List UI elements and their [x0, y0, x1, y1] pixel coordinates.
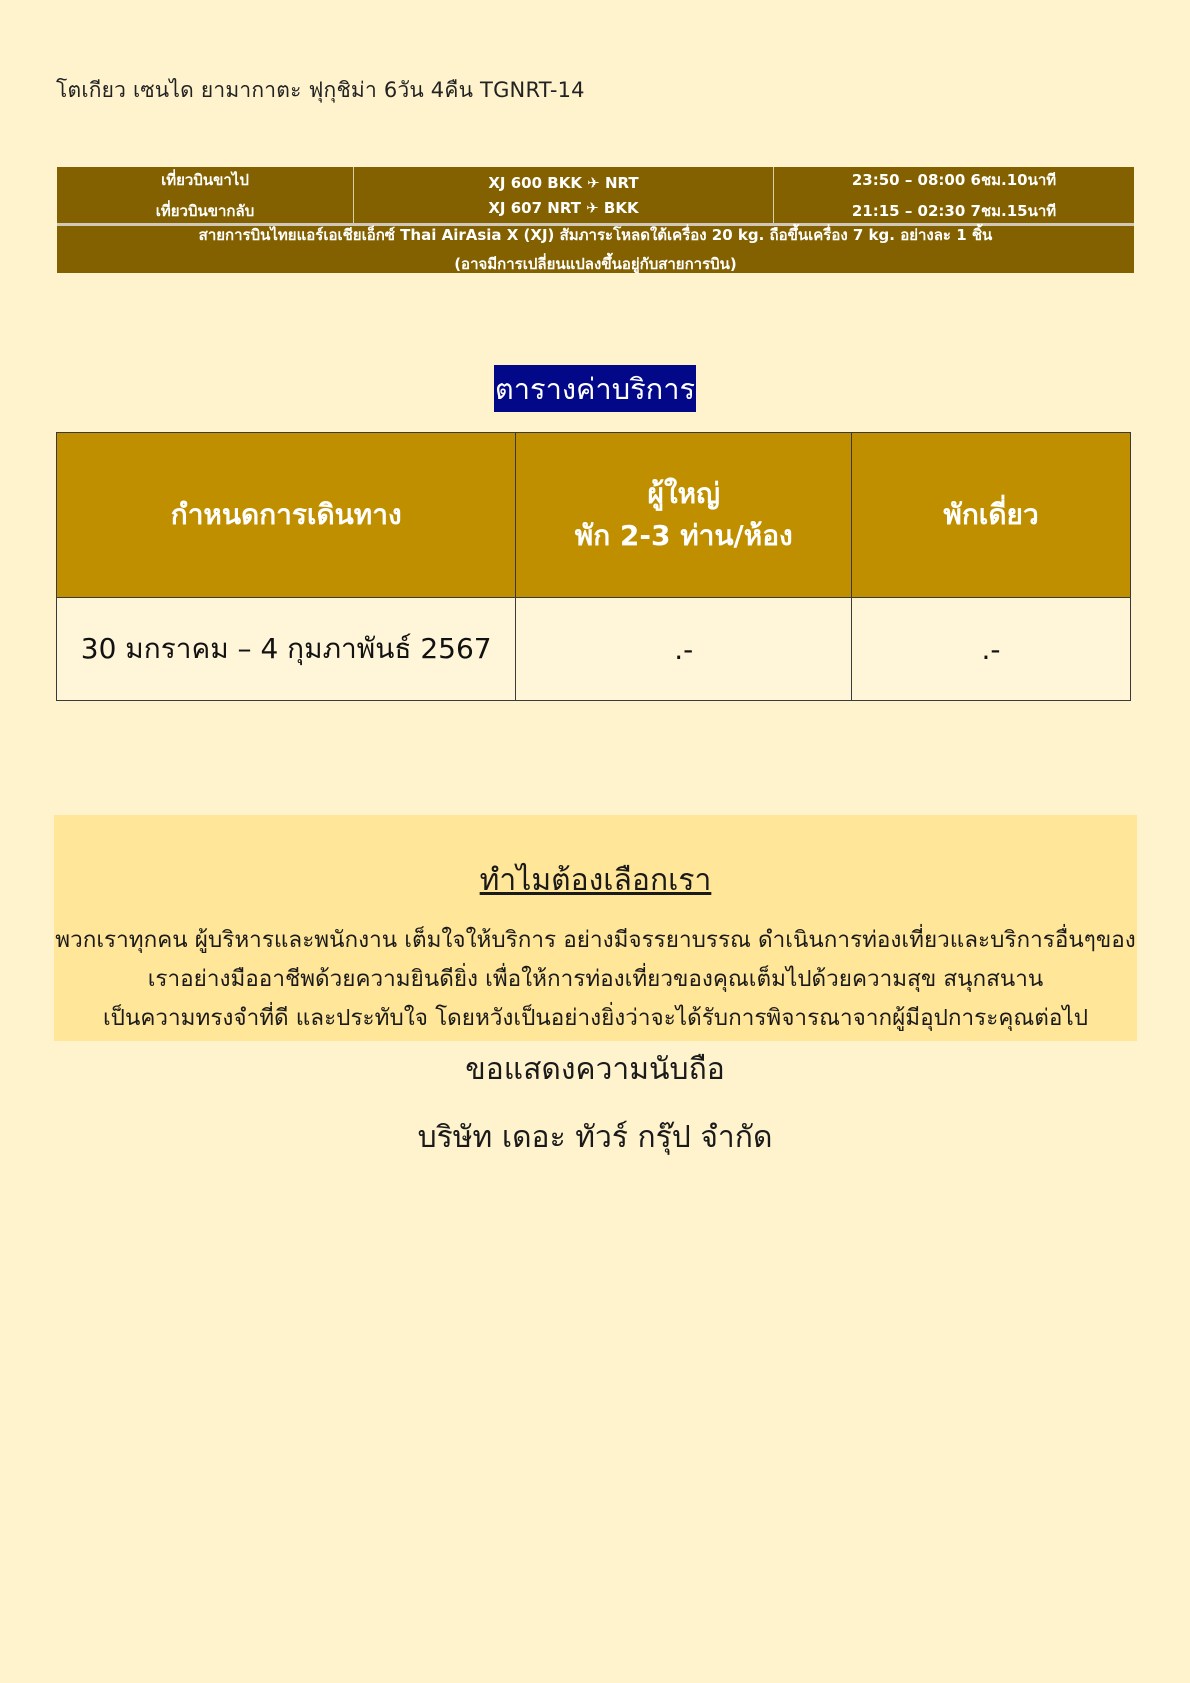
row-adult-price: .-	[516, 598, 852, 701]
flight-direction-column	[57, 167, 354, 223]
why-choose-us-box	[54, 815, 1137, 1041]
outbound-flight-time: 23:50 – 08:00 6ชม.10นาที	[851, 170, 1057, 189]
outbound-label: เที่ยวบินขาไป	[161, 170, 249, 189]
pricing-table	[56, 432, 1131, 701]
why-line-3: เป็นความทรงจำที่ดี และประทับใจ โดยหวังเป็นอย่างยิ่งว่าจะได้รับการพิจารณาจากผู้มีอุปการะคุณต่อไป	[102, 1005, 1088, 1031]
row-single-price: .-	[852, 598, 1131, 701]
pricing-section-title: ตารางค่าบริการ	[494, 365, 696, 412]
header-adult-line2: พัก 2-3 ท่าน/ห้อง	[574, 519, 793, 552]
why-choose-us-title: ทำไมต้องเลือกเรา	[479, 863, 712, 898]
why-choose-us-body	[54, 921, 1137, 1038]
return-flight-time: 21:15 – 02:30 7ชม.15นาที	[851, 201, 1057, 220]
return-label: เที่ยวบินขากลับ	[155, 201, 255, 220]
company-name: บริษัท เดอะ ทัวร์ กรุ๊ป จำกัด	[417, 1120, 773, 1155]
return-flight-number: XJ 607 NRT ✈ BKK	[488, 198, 639, 217]
row-period: 30 มกราคม – 4 กุมภาพันธ์ 2567	[57, 598, 516, 701]
flight-schedule	[57, 167, 1134, 226]
flight-info-box	[57, 167, 1134, 273]
header-single: พักเดี่ยว	[852, 433, 1131, 598]
closing-regards: ขอแสดงความนับถือ	[465, 1052, 725, 1087]
header-adult	[516, 433, 852, 598]
baggage-note	[57, 226, 1134, 273]
why-line-1: พวกเราทุกคน ผู้บริหารและพนักงาน เต็มใจให้บริการ อย่างมีจรรยาบรรณ ดำเนินการท่องเที่ยวและบริการอื่นๆของ	[55, 927, 1136, 953]
header-adult-line1: ผู้ใหญ่	[647, 477, 720, 510]
header-period: กำหนดการเดินทาง	[57, 433, 516, 598]
pricing-table-header	[57, 433, 1131, 598]
table-row	[57, 598, 1131, 701]
baggage-note-line1: สายการบินไทยแอร์เอเชียเอ็กซ์ Thai AirAsia X (XJ) สัมภาระโหลดใต้เครื่อง 20 kg. ถือขึ้นเครื่อง 7 kg. อย่างละ 1 ชิ้น	[198, 226, 993, 244]
baggage-note-line2: (อาจมีการเปลี่ยนแปลงขึ้นอยู่กับสายการบิน)	[454, 255, 737, 273]
flight-time-column	[774, 167, 1134, 223]
flight-number-column	[354, 167, 774, 223]
why-line-2: เราอย่างมืออาชีพด้วยความยินดียิ่ง เพื่อให้การท่องเที่ยวของคุณเต็มไปด้วยความสุข สนุกสนาน	[147, 966, 1044, 992]
document-title: โตเกียว เซนได ยามากาตะ ฟุกุชิม่า 6วัน 4คืน TGNRT-14	[56, 78, 585, 102]
outbound-flight-number: XJ 600 BKK ✈ NRT	[488, 173, 639, 192]
